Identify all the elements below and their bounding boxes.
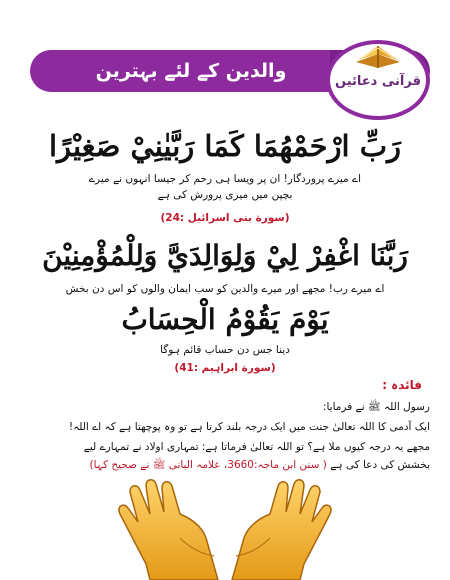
badge-label: قرآنی دعائیں [335, 74, 421, 89]
quran-book-icon [352, 40, 404, 70]
verse1-translation-line1: اے میرے پروردگار! ان پر ویسا ہی رحم کر جیسا انہوں نے میرے [88, 173, 362, 185]
verse2-translation-line1: اے میرے رب! مجھے اور میرے والدین کو سب ایمان والوں کو اس دن بخش [65, 283, 385, 295]
verse1-arabic: رَبِّ ارْحَمْهُمَا كَمَا رَبَّيٰنِيْ صَغِيْرًا [49, 129, 401, 163]
benefit-source: ( سنن ابن ماجہ:3660، علامہ البانی ﷺ نے صحیح کہا) [89, 459, 327, 471]
benefit-heading: فائدہ : [382, 378, 422, 392]
benefit-line4 [16, 458, 430, 473]
quran-badge [320, 16, 432, 126]
benefit-line3: مجھے یہ درجہ کیوں ملا ہے؟ تو اللہ تعالیٰ فرماتا ہے: تمہاری اولاد نے تمہارے لیے [83, 441, 430, 453]
verse2-translation-line2: دینا جس دن حساب قائم ہوگا [160, 344, 290, 356]
header-banner [30, 46, 430, 112]
benefit-line1: رسول اللہ ﷺ نے فرمایا: [322, 401, 430, 413]
verse2-reference: (سورة ابراہیم :41) [174, 362, 276, 374]
verse1-reference: (سورة بنی اسرائیل :24) [160, 212, 290, 224]
verse2-arabic-line2: يَوْمَ يَقُوْمُ الْحِسَابُ [121, 303, 329, 336]
praying-hands-icon [110, 478, 340, 580]
verse2-arabic-line1: رَبَّنَا اغْفِرْ لِيْ وَلِوَالِدَيَّ وَلِلْمُؤْمِنِيْنَ [42, 239, 408, 272]
verse1-translation-line2: بچپن میں میری پرورش کی ہے [157, 189, 293, 201]
benefit-line2: ایک آدمی کا اللہ تعالیٰ جنت میں ایک درجہ بلند کرتا ہے تو وہ پوچھتا ہے کہ اے اللہ! [68, 421, 430, 433]
page-title: والدین کے لئے بہترین دعائیں [95, 60, 287, 112]
benefit-line4-text: بخشش کی دعا کی ہے [330, 459, 430, 471]
